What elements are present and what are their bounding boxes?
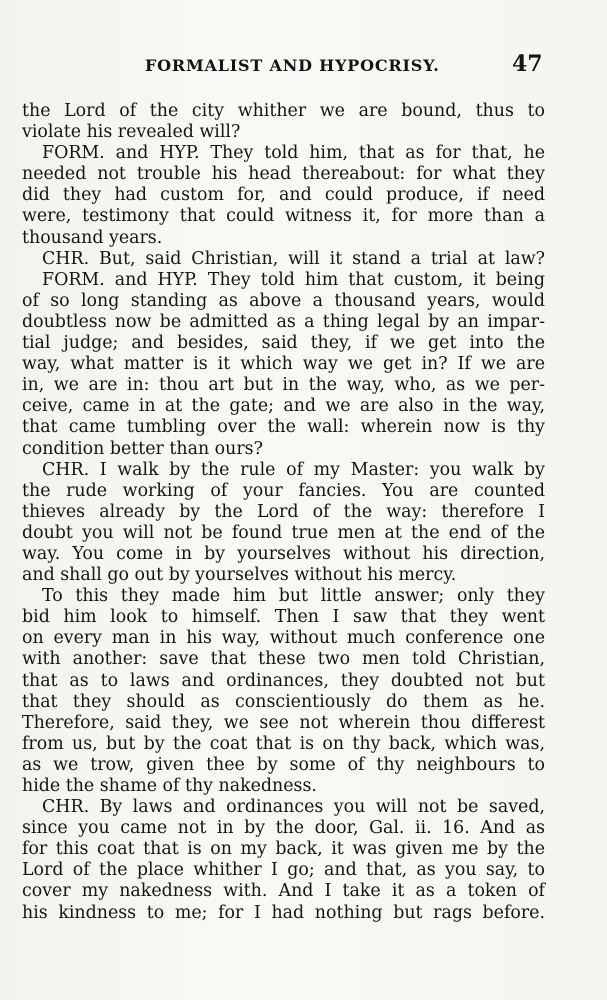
- text-line: from us, but by the coat that is on thy back, which was,: [22, 733, 545, 754]
- text-line: the rude working of your fancies. You are counted: [22, 480, 545, 501]
- text-line: FORM. and HYP. They told him that custom, it being: [42, 269, 545, 290]
- text-line: bid him look to himself. Then I saw that they went: [22, 607, 545, 628]
- text-line: FORM. and HYP. They told him, that as for that, he: [42, 143, 545, 164]
- page-number: 47: [512, 51, 543, 77]
- text-line: needed not trouble his head thereabout: for what they: [22, 164, 545, 185]
- text-line: way. You come in by yourselves without his direction,: [22, 543, 545, 564]
- text-line: thieves already by the Lord of the way: therefore I: [22, 501, 545, 522]
- text-line: that as to laws and ordinances, they doubted not but: [22, 670, 545, 691]
- text-line: hide the shame of thy nakedness.: [22, 776, 317, 796]
- text-line: his kindness to me; for I had nothing but rags before.: [22, 902, 545, 923]
- body-text: [22, 101, 545, 924]
- text-line: and shall go out by yourselves without his mercy.: [22, 565, 457, 586]
- text-line: tial judge; and besides, said they, if we get into the: [22, 333, 545, 354]
- text-line: the Lord of the city whither we are bound, thus to: [22, 101, 545, 121]
- text-line: of so long standing as above a thousand years, would: [22, 290, 545, 311]
- text-line: CHR. By laws and ordinances you will not be saved,: [42, 797, 545, 818]
- text-line: CHR. But, said Christian, will it stand a trial at law?: [42, 248, 545, 269]
- text-line: thousand years.: [22, 227, 163, 248]
- text-line: for this coat that is on my back, it was given me by the: [22, 839, 545, 860]
- text-line: since you came not in by the door, Gal. ii. 16. And as: [22, 818, 545, 839]
- text-line: To this they made him but little answer; only they: [42, 586, 545, 607]
- text-line: condition better than ours?: [22, 438, 263, 459]
- text-line: violate his revealed will?: [22, 122, 241, 143]
- text-line: cover my nakedness with. And I take it as a token of: [22, 881, 545, 902]
- page-header: [0, 50, 607, 80]
- text-line: on every man in his way, without much conference one: [22, 628, 545, 649]
- text-line: Lord of the place whither I go; and that, as you say, to: [22, 860, 545, 881]
- text-line: with another: save that these two men told Christian,: [22, 649, 545, 670]
- text-line: that they should as conscientiously do them as he.: [22, 691, 545, 712]
- running-title: FORMALIST AND HYPOCRISY.: [145, 56, 440, 75]
- text-line: that came tumbling over the wall: wherein now is thy: [22, 417, 545, 438]
- text-line: Therefore, said they, we see not wherein thou differest: [22, 712, 545, 733]
- text-line: did they had custom for, and could produce, if need: [22, 185, 545, 206]
- text-line: in, we are in: thou art but in the way, who, as we per-: [22, 375, 545, 396]
- text-line: way, what matter is it which way we get in? If we are: [22, 354, 545, 375]
- text-line: doubt you will not be found true men at the end of the: [22, 522, 545, 543]
- text-line: CHR. I walk by the rule of my Master: you walk by: [42, 459, 545, 480]
- text-line: ceive, came in at the gate; and we are also in the way,: [22, 396, 545, 417]
- text-line: were, testimony that could witness it, for more than a: [22, 206, 545, 227]
- text-line: as we trow, given thee by some of thy neighbours to: [22, 754, 545, 775]
- text-line: doubtless now be admitted as a thing legal by an impar-: [22, 311, 545, 332]
